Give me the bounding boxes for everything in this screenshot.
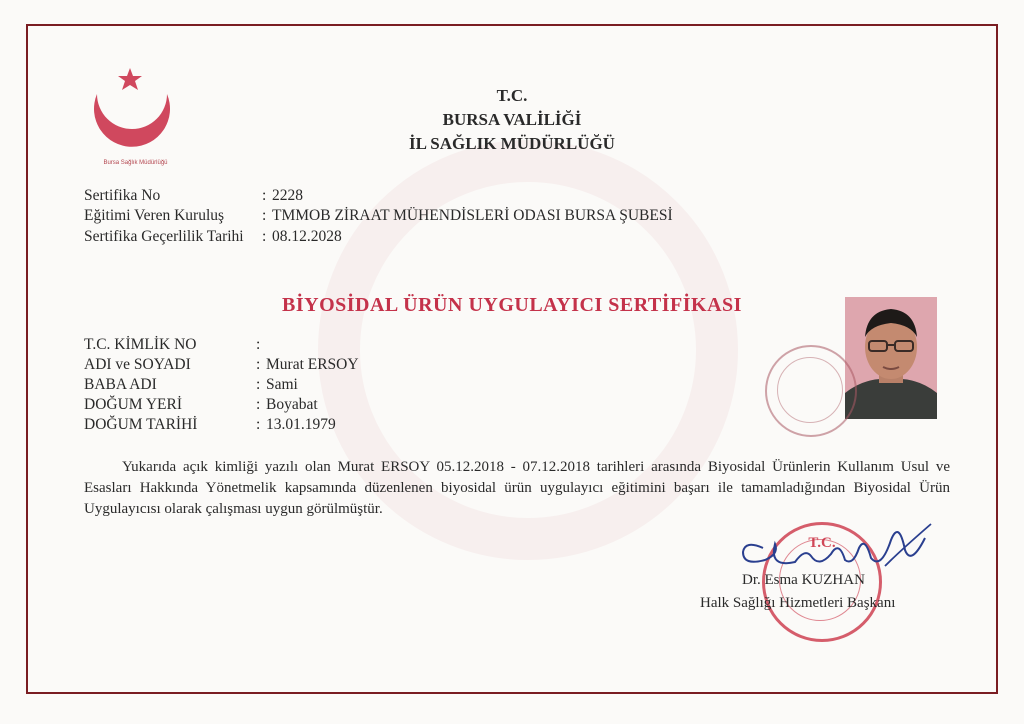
- info-value: 2228: [272, 187, 303, 204]
- info-training-organization: [84, 207, 673, 225]
- info-label: Eğitimi Veren Kuruluş: [84, 207, 225, 224]
- embossed-stamp: [765, 345, 857, 437]
- person-birth-date: [84, 416, 336, 434]
- person-birthplace: [84, 396, 318, 414]
- header-governorship: BURSA VALİLİĞİ: [442, 110, 582, 129]
- info-separator: :: [262, 187, 267, 204]
- info-separator: :: [262, 207, 267, 224]
- info-value: TMMOB ZİRAAT MÜHENDİSLERİ ODASI BURSA ŞUBESİ: [272, 207, 673, 224]
- person-label: DOĞUM TARİHİ: [84, 416, 198, 433]
- person-separator: :: [256, 336, 261, 353]
- info-certificate-no: [84, 187, 303, 205]
- person-father-name: [84, 376, 298, 394]
- info-separator: :: [262, 228, 267, 245]
- person-value: Murat ERSOY: [266, 356, 359, 373]
- header-tc: T.C.: [496, 86, 528, 105]
- person-value: Sami: [266, 376, 298, 393]
- certificate-statement: Yukarıda açık kimliği yazılı olan Murat ERSOY 05.12.2018 - 07.12.2018 tarihleri arasında Biyosidal Ürünlerin Kullanım Usul ve Esasları Hakkında Yönetmelik kapsamında düzenlenen biyosidal ürün uygulayıcı eğitimini başarı ile tamamladığından Biyosidal Ürün Uygulayıcısı olarak çalışması uygun görülmüştür.: [84, 459, 950, 517]
- info-value: 08.12.2028: [272, 228, 342, 245]
- person-separator: :: [256, 376, 261, 393]
- person-label: BABA ADI: [84, 376, 157, 393]
- holder-photo: [845, 297, 937, 419]
- person-label: DOĞUM YERİ: [84, 396, 183, 413]
- person-value: 13.01.1979: [266, 416, 336, 433]
- signer-name: Dr. Esma KUZHAN: [742, 572, 865, 588]
- person-id-number: [84, 336, 266, 354]
- person-value: Boyabat: [266, 396, 318, 413]
- header-health-directorate: İL SAĞLIK MÜDÜRLÜĞÜ: [409, 134, 615, 153]
- logo-caption: Bursa Sağlık Müdürlüğü: [103, 160, 168, 166]
- person-full-name: [84, 356, 359, 374]
- person-separator: :: [256, 396, 261, 413]
- person-label: ADI ve SOYADI: [84, 356, 191, 373]
- seal-text: T.C.: [808, 535, 836, 551]
- person-separator: :: [256, 416, 261, 433]
- info-validity-date: [84, 228, 342, 246]
- info-label: Sertifika Geçerlilik Tarihi: [84, 228, 244, 245]
- certificate-title: BİYOSİDAL ÜRÜN UYGULAYICI SERTİFİKASI: [282, 294, 742, 316]
- signer-title: Halk Sağlığı Hizmetleri Başkanı: [700, 595, 896, 611]
- info-label: Sertifika No: [84, 187, 161, 204]
- person-label: T.C. KİMLİK NO: [84, 336, 197, 353]
- person-separator: :: [256, 356, 261, 373]
